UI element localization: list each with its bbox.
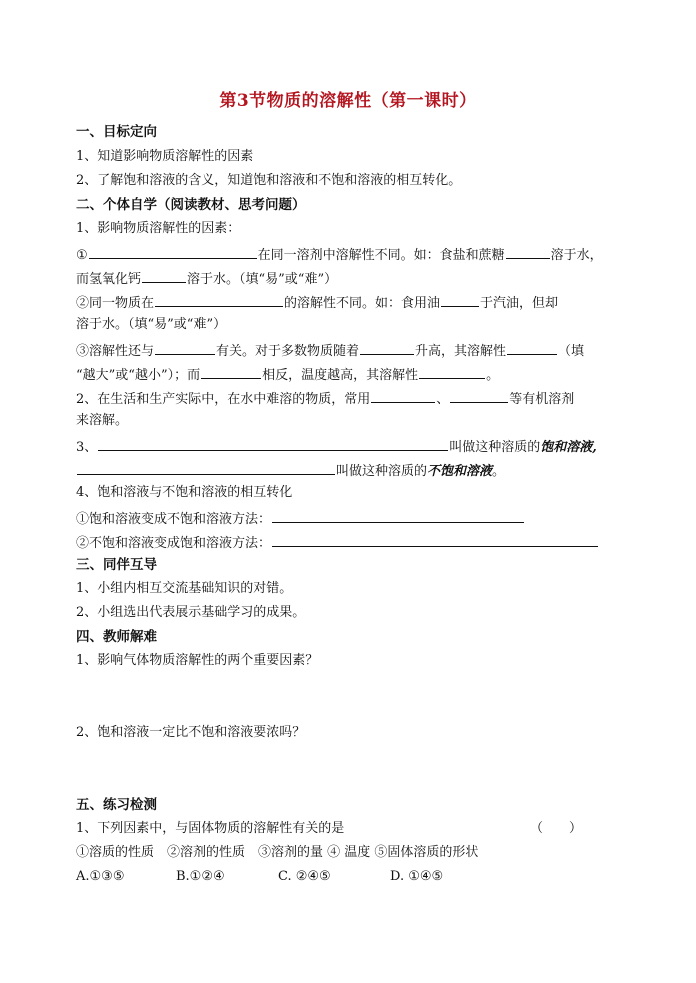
blank[interactable] [507, 340, 557, 355]
s1-item-2: 2、了解饱和溶液的含义，知道饱和溶液和不饱和溶液的相互转化。 [76, 173, 462, 188]
blank[interactable] [272, 532, 598, 547]
blank[interactable] [89, 244, 257, 259]
section-2-heading: 二、个体自学（阅读教材、思考问题） [76, 197, 306, 213]
blank[interactable] [371, 388, 435, 403]
s2-line-1: ① 在同一溶剂中溶解性不同。如：食盐和蔗糖 溶于水， [76, 244, 603, 265]
s2-q4a: ①饱和溶液变成不饱和溶液方法： [76, 508, 525, 529]
page-title: 第3节物质的溶解性（第一课时） [219, 91, 477, 111]
blank[interactable] [360, 340, 414, 355]
choice-d[interactable]: D. ①④⑤ [390, 869, 444, 884]
s5-q1: 1、下列因素中，与固体物质的溶解性有关的是 [76, 821, 345, 836]
section-3-heading: 三、同伴互导 [76, 557, 157, 573]
s2-line-5: ③溶解性还与 有关。对于多数物质随着 升高，其溶解性 （填 [76, 340, 584, 361]
s3-item-2: 2、小组选出代表展示基础学习的成果。 [76, 605, 306, 620]
choice-c[interactable]: C. ②④⑤ [278, 869, 331, 884]
s2-q4b: ②不饱和溶液变成饱和溶液方法： [76, 532, 599, 553]
blank[interactable] [201, 364, 261, 379]
choice-b[interactable]: B.①②④ [176, 869, 225, 884]
s4-item-2: 2、饱和溶液一定比不饱和溶液要浓吗？ [76, 725, 306, 740]
choice-a[interactable]: A.①③⑤ [76, 869, 125, 884]
saturated-solution-term: 饱和溶液, [540, 440, 597, 455]
s1-item-1: 1、知道影响物质溶解性的因素 [76, 149, 254, 164]
s2-q3-cont: 叫做这种溶质的不饱和溶液。 [76, 460, 505, 481]
s2-line-4: 溶于水。（填“易”或“难”） [76, 317, 227, 332]
blank[interactable] [142, 268, 186, 283]
s2-q4: 4、饱和溶液与不饱和溶液的相互转化 [76, 485, 293, 500]
blank[interactable] [155, 340, 215, 355]
blank[interactable] [441, 292, 479, 307]
section-1-heading: 一、目标定向 [76, 124, 157, 140]
section-5-heading: 五、练习检测 [76, 797, 157, 813]
s2-q2: 2、在生活和生产实际中，在水中难溶的物质，常用 、 等有机溶剂 [76, 388, 574, 409]
s2-line-2: 而氢氧化钙 溶于水。（填“易”或“难”） [76, 268, 337, 289]
blank[interactable] [506, 244, 550, 259]
s2-q3: 3、 叫做这种溶质的饱和溶液, [76, 436, 597, 457]
s5-options-line: ①溶质的性质 ②溶剂的性质 ③溶剂的量 ④ 温度 ⑤固体溶质的形状 [76, 845, 479, 860]
s2-line-3: ②同一物质在 的溶解性不同。如：食用油 于汽油，但却 [76, 292, 558, 313]
section-4-heading: 四、教师解难 [76, 629, 157, 645]
s3-item-1: 1、小组内相互交流基础知识的对错。 [76, 581, 293, 596]
unsaturated-solution-term: 不饱和溶液 [427, 464, 493, 479]
blank[interactable] [98, 436, 448, 451]
blank[interactable] [155, 292, 283, 307]
s2-q2-cont: 来溶解。 [76, 413, 129, 428]
blank[interactable] [77, 460, 335, 475]
blank[interactable] [272, 508, 524, 523]
blank[interactable] [419, 364, 485, 379]
s2-line-6: “越大”或“越小”）；而 相反，温度越高，其溶解性 。 [76, 364, 499, 385]
s2-q1: 1、影响物质溶解性的因素： [76, 221, 241, 236]
blank[interactable] [450, 388, 508, 403]
s4-item-1: 1、影响气体物质溶解性的两个重要因素？ [76, 653, 319, 668]
answer-bracket[interactable]: （ ） [530, 821, 583, 836]
